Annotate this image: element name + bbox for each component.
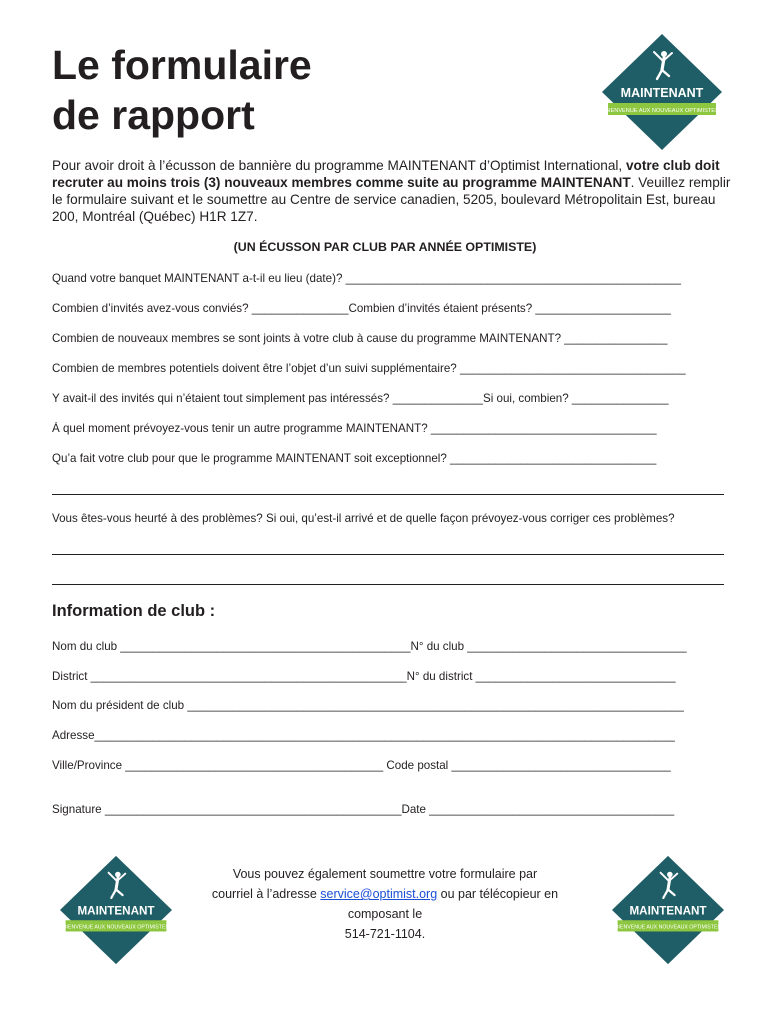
field-city-postal[interactable]: Ville/Province ________________________________________ Code postal __________________________________ <box>52 759 671 772</box>
question-next-program[interactable]: À quel moment prévoyez-vous tenir un autre programme MAINTENANT? ___________________________________ <box>52 422 657 435</box>
logo-tagline: BIENVENUE AUX NOUVEAUX OPTIMISTES <box>605 108 719 114</box>
footer-line-1: Vous pouvez également soumettre votre formulaire par <box>232 867 538 881</box>
footer-submission-note <box>200 864 570 944</box>
maintenant-logo-bottom-right <box>612 852 724 968</box>
answer-line-1[interactable] <box>52 494 724 495</box>
field-signature-date[interactable]: Signature ______________________________________________Date ______________________________________ <box>52 803 675 816</box>
question-banquet-date[interactable]: Quand votre banquet MAINTENANT a-t-il eu lieu (date)? ____________________________________________________ <box>52 272 681 285</box>
intro-text-1: Pour avoir droit à l’écusson de bannière du programme MAINTENANT d’Optimist International, <box>52 158 626 173</box>
page-title-line-1: Le formulaire <box>52 42 312 88</box>
maintenant-logo-bottom-left <box>60 852 172 968</box>
answer-line-2[interactable] <box>52 554 724 555</box>
logo-tagline: BIENVENUE AUX NOUVEAUX OPTIMISTES <box>615 924 721 931</box>
intro-paragraph <box>52 157 732 225</box>
email-link[interactable]: service@optimist.org <box>320 887 438 901</box>
logo-name: MAINTENANT <box>629 904 707 918</box>
footer-line-2 <box>200 884 570 904</box>
field-club-president[interactable]: Nom du président de club _____________________________________________________________________________ <box>52 699 684 712</box>
logo-name: MAINTENANT <box>77 904 155 918</box>
one-badge-notice: (UN ÉCUSSON PAR CLUB PAR ANNÉE OPTIMISTE) <box>233 240 537 254</box>
question-prospects-followup[interactable]: Combien de membres potentiels doivent être l’objet d’un suivi supplémentaire? ___________________________________ <box>52 362 686 375</box>
field-district[interactable]: District _________________________________________________N° du district _______________________________ <box>52 670 676 683</box>
question-uninterested-guests[interactable]: Y avait-il des invités qui n’étaient tout simplement pas intéressés? ______________Si oui, combien? _______________ <box>52 392 669 405</box>
question-guests-invited[interactable]: Combien d’invités avez-vous conviés? _______________Combien d’invités étaient présents? _____________________ <box>52 302 671 315</box>
footer-line-2-before: courriel à l’adresse <box>211 887 321 901</box>
footer-line-2-after: ou par télécopieur en <box>437 887 559 901</box>
footer-fax-number: 514-721-1104. <box>344 927 426 941</box>
club-info-heading: Information de club : <box>52 602 216 620</box>
intro-text-2: . Veuillez remplir le formulaire suivant et le soumettre au Centre de service canadien, 5205, boulevard Métropolitain Est, bureau 200, Montréal (Québec) H1R 1Z7. <box>52 175 731 224</box>
question-new-members[interactable]: Combien de nouveaux membres se sont joints à votre club à cause du programme MAINTENANT? ________________ <box>52 332 668 345</box>
footer-line-3: composant le <box>347 907 423 921</box>
answer-line-3[interactable] <box>52 584 724 585</box>
field-address[interactable]: Adresse__________________________________________________________________________________________ <box>52 729 675 742</box>
page-title-line-2: de rapport <box>52 92 255 138</box>
maintenant-logo-top <box>602 34 722 150</box>
field-club-name-number[interactable]: Nom du club _____________________________________________N° du club __________________________________ <box>52 640 687 653</box>
question-exceptional[interactable]: Qu’a fait votre club pour que le programme MAINTENANT soit exceptionnel? ________________________________ <box>52 452 657 465</box>
page-title <box>52 40 312 140</box>
logo-tagline: BIENVENUE AUX NOUVEAUX OPTIMISTES <box>63 924 169 931</box>
logo-name: MAINTENANT <box>620 86 704 100</box>
question-problems[interactable]: Vous êtes-vous heurté à des problèmes? Si oui, qu’est-il arrivé et de quelle façon prévoyez-vous corriger ces problèmes? <box>52 512 675 525</box>
intro-text-bold: votre club doit recruter au moins trois (3) nouveaux membres comme suite au programme MAINTENANT <box>52 158 720 190</box>
